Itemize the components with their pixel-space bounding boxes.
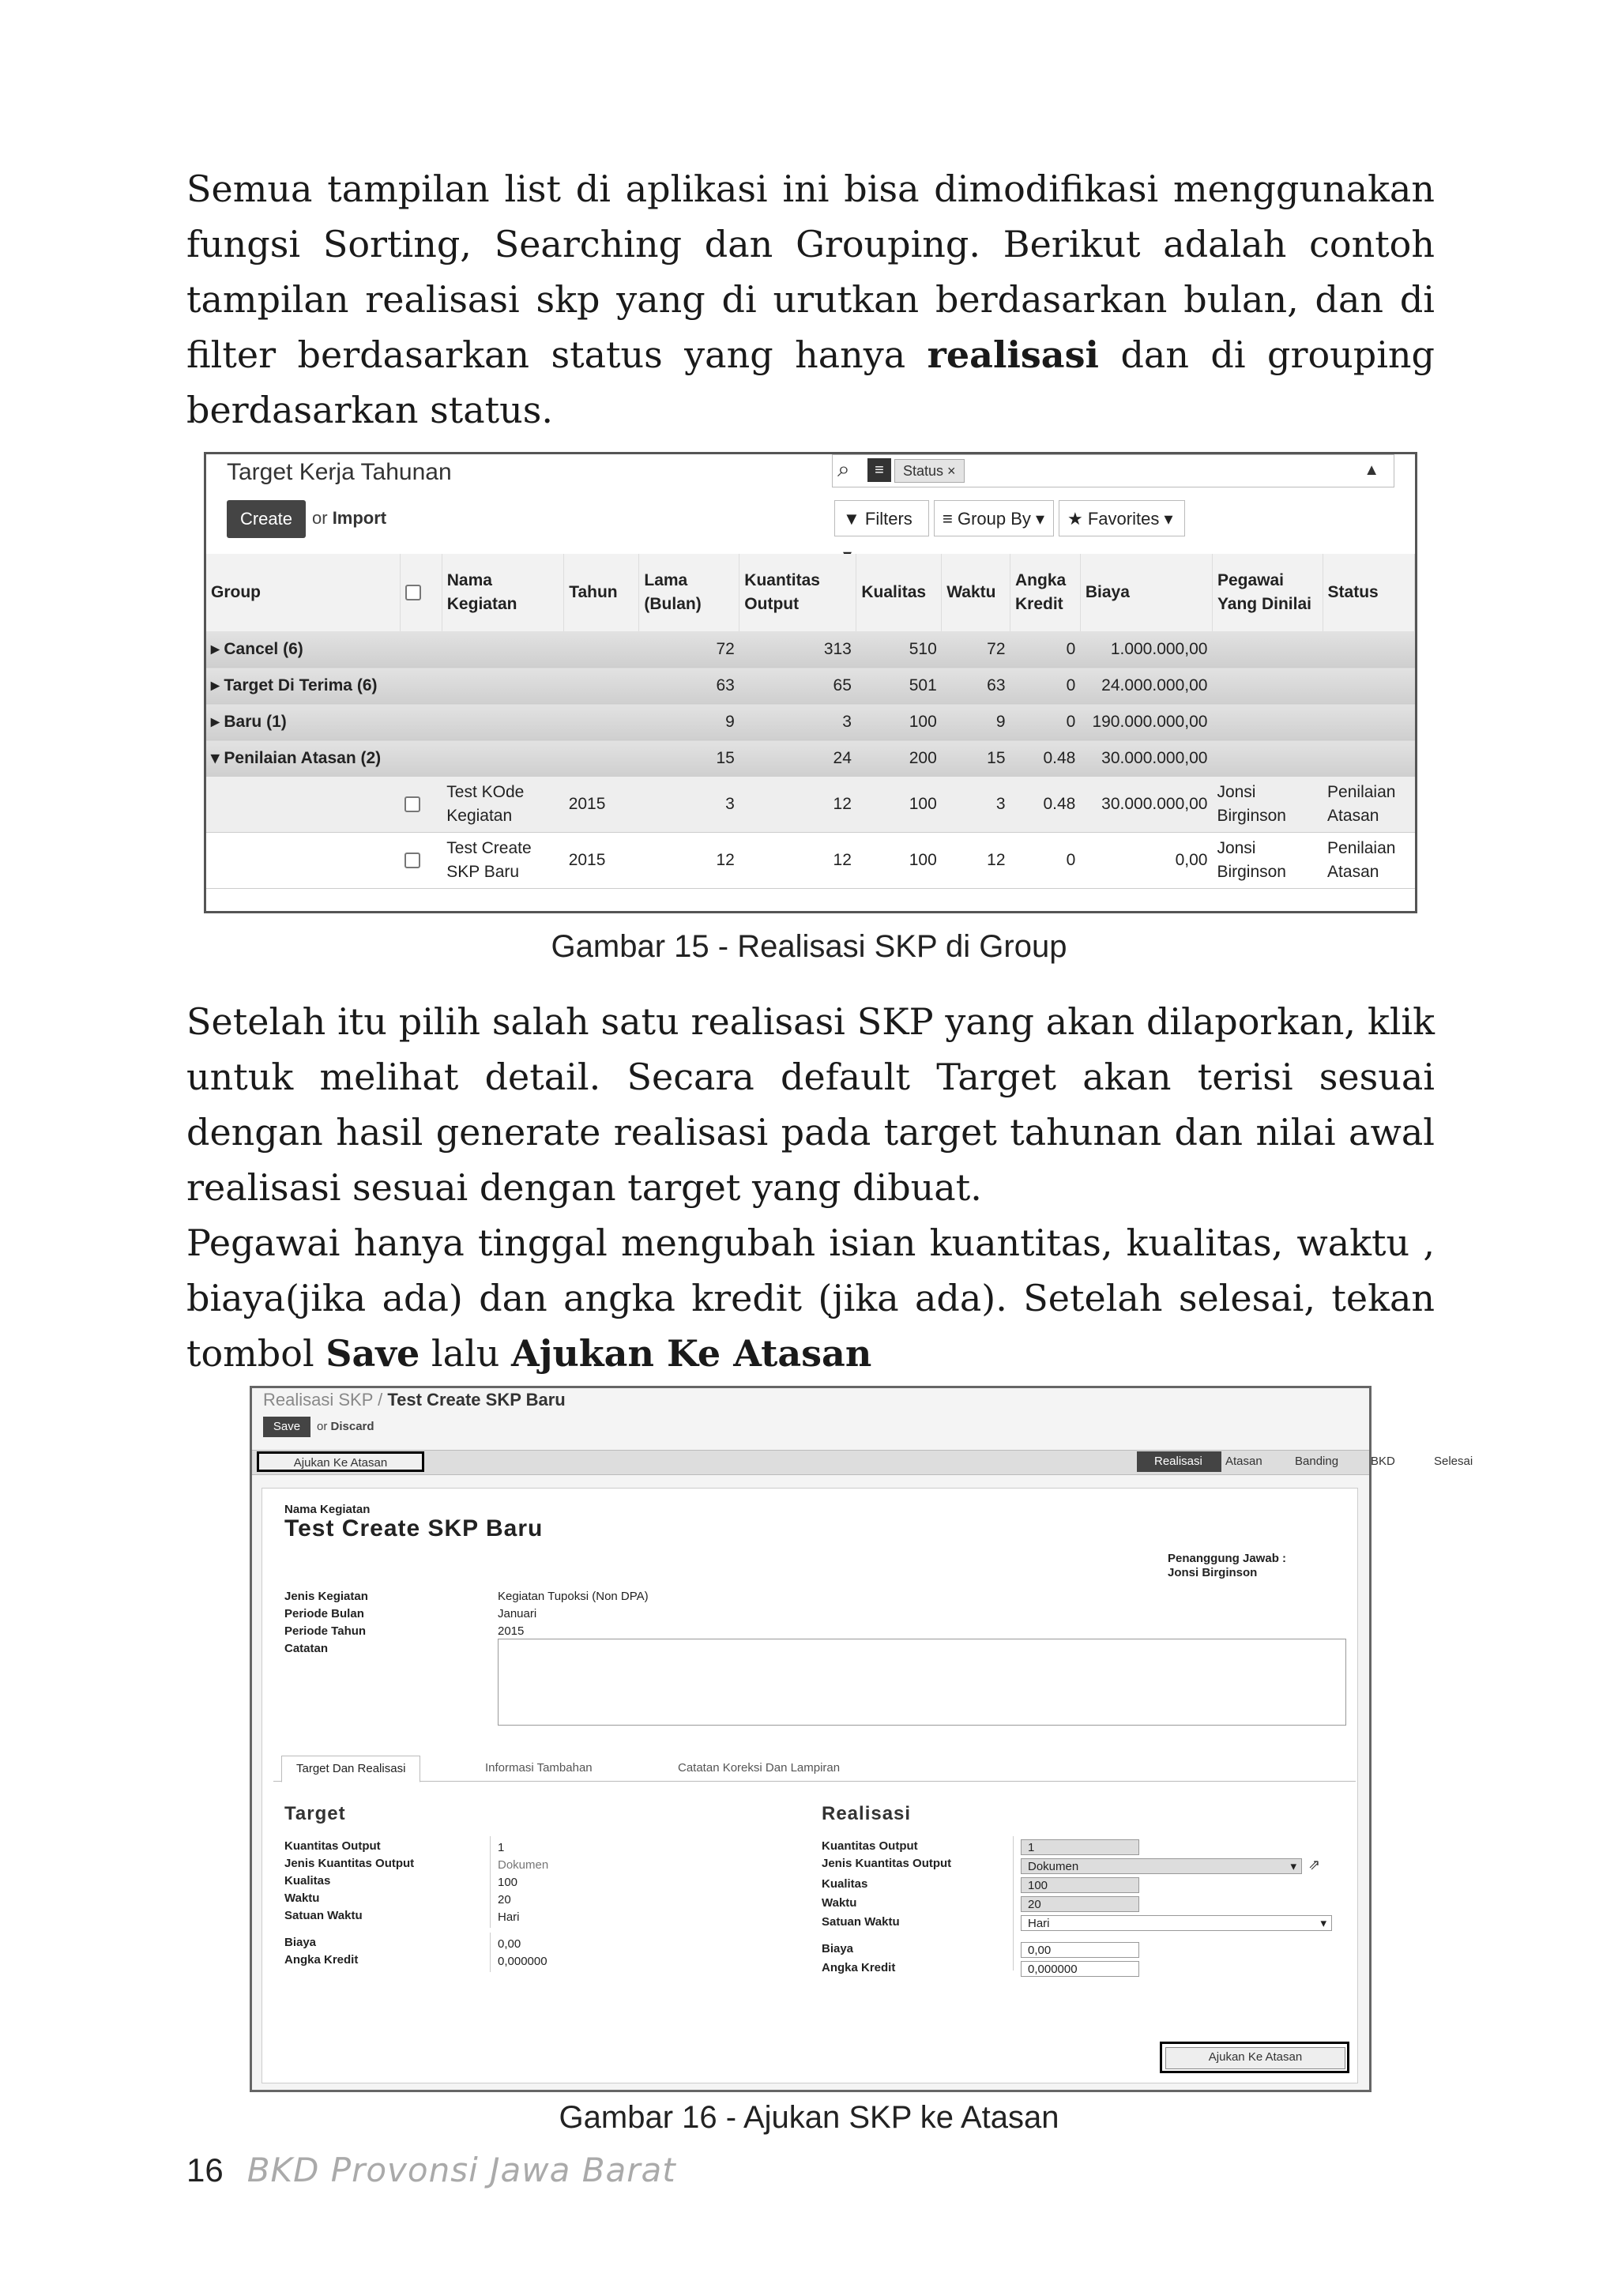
cell-kuantitas: 12 [739,777,856,833]
group-waktu: 63 [942,668,1010,704]
realisasi-waktu-label: Waktu [822,1896,857,1910]
periode-tahun-value: 2015 [498,1624,525,1638]
group-lama: 9 [639,704,739,740]
filters-button[interactable] [834,500,929,536]
instruction-paragraph [186,1215,1435,1381]
ajukan-bottom-label: Ajukan Ke Atasan [1165,2047,1345,2069]
realisasi-kualitas-input[interactable]: 100 [1021,1877,1139,1893]
ajukan-ke-atasan-top-button[interactable]: Ajukan Ke Atasan [257,1451,424,1472]
import-link-wrap [312,508,386,529]
list-title: Target Kerja Tahunan [227,459,452,485]
form-sheet [262,1488,1358,2083]
group-biaya: 190.000.000,00 [1080,704,1212,740]
periode-tahun-label: Periode Tahun [284,1624,367,1638]
realisasi-angka-label: Angka Kredit [822,1961,896,1974]
group-angka: 0 [1010,704,1081,740]
cell-status: Penilaian Atasan [1323,833,1414,889]
intro-text: Semua tampilan list di aplikasi ini bisa dimodifikasi menggunakan fungsi Sorting, Searching dan Grouping. Berikut adalah contoh tampilan realisasi skp yang di urutkan berdasarkan bulan, dan di filter berdasarkan status yang hanya [186,167,1435,376]
group-angka: 0.48 [1010,740,1081,777]
dropdown-arrow-icon: ▾ [1320,1917,1326,1930]
list-icon: ≡ [943,509,953,529]
group-row[interactable] [206,740,1415,777]
group-kuantitas: 65 [739,668,856,704]
penanggung-jawab-value: Jonsi Birginson [1168,1566,1258,1579]
target-satuan-label: Satuan Waktu [284,1909,363,1922]
divider [490,1836,491,1928]
jenis-kegiatan-label: Jenis Kegiatan [284,1590,368,1603]
group-kualitas: 510 [856,631,942,668]
col-status[interactable]: Status [1323,554,1414,631]
favorites-label: Favorites [1087,509,1160,529]
instruction-text-mid: lalu [420,1332,512,1375]
group-kuantitas: 3 [739,704,856,740]
col-kuantitas[interactable]: Kuantitas Output [739,554,856,631]
catatan-textarea[interactable] [498,1639,1346,1726]
import-link[interactable]: Import [332,508,387,528]
group-waktu: 15 [942,740,1010,777]
groupby-label: Group By [957,509,1031,529]
page-number: 16 [186,2151,224,2189]
group-name: Cancel (6) [224,640,303,658]
tab-target-realisasi[interactable]: Target Dan Realisasi [281,1756,420,1782]
caret-right-icon: ▸ [211,640,220,658]
cell-kualitas: 100 [856,833,942,889]
group-kualitas: 200 [856,740,942,777]
col-pegawai[interactable]: Pegawai Yang Dinilai [1212,554,1323,631]
group-biaya: 30.000.000,00 [1080,740,1212,777]
intro-text-end: dan di grouping berdasarkan status. [186,333,1436,431]
table-header-row [206,554,1415,631]
intro-paragraph [186,161,1435,438]
realisasi-kuantitas-label: Kuantitas Output [822,1839,918,1853]
target-kualitas-value: 100 [498,1876,518,1889]
realisasi-biaya-input[interactable]: 0,00 [1021,1942,1139,1958]
target-angka-label: Angka Kredit [284,1953,359,1967]
target-jenis-label: Jenis Kuantitas Output [284,1857,415,1870]
cell-nama: Test KOde Kegiatan [442,777,563,833]
realisasi-jenis-value: Dokumen [1028,1860,1079,1873]
group-waktu: 9 [942,704,1010,740]
divider [1013,1836,1014,1970]
cell-waktu: 12 [942,833,1010,889]
realisasi-waktu-input[interactable]: 20 [1021,1896,1139,1912]
realisasi-satuan-label: Satuan Waktu [822,1915,900,1929]
group-kuantitas: 313 [739,631,856,668]
cell-biaya: 30.000.000,00 [1080,777,1212,833]
realisasi-kualitas-label: Kualitas [822,1877,868,1891]
target-waktu-value: 20 [498,1893,511,1906]
cell-status: Penilaian Atasan [1323,777,1414,833]
group-row[interactable] [206,631,1415,668]
target-kuantitas-label: Kuantitas Output [284,1839,381,1853]
target-waktu-label: Waktu [284,1891,320,1905]
realisasi-jenis-label: Jenis Kuantitas Output [822,1857,952,1870]
col-waktu[interactable]: Waktu [942,554,1010,631]
figure-16-realisasi-form [250,1386,1473,2092]
external-link-icon[interactable]: ⇗ [1308,1857,1321,1873]
select-all-checkbox[interactable] [400,554,442,631]
col-lama[interactable]: Lama (Bulan) [639,554,739,631]
instruction-text: Pegawai hanya tinggal mengubah isian kuantitas, kualitas, waktu , biaya(jika ada) dan angka kredit (jika ada). Setelah selesai, tekan tombol [186,1221,1435,1375]
realisasi-table [206,554,1415,889]
breadcrumb-parent[interactable]: Realisasi SKP / [263,1390,383,1410]
realisasi-angka-input[interactable]: 0,000000 [1021,1961,1139,1977]
target-jenis-value: Dokumen [498,1858,549,1872]
cell-biaya: 0,00 [1080,833,1212,889]
group-lama: 63 [639,668,739,704]
divider [490,1933,491,1972]
col-kualitas[interactable]: Kualitas [856,554,942,631]
nama-kegiatan-value: Test Create SKP Baru [284,1515,544,1541]
star-icon: ★ [1067,509,1083,529]
cell-kualitas: 100 [856,777,942,833]
group-name: Target Di Terima (6) [224,676,378,694]
caret-right-icon: ▸ [211,676,220,694]
status-facet[interactable]: Status × [894,459,965,483]
filters-label: Filters [864,509,912,529]
target-angka-value: 0,000000 [498,1955,547,1968]
figure-15-caption: Gambar 15 - Realisasi SKP di Group [551,929,1067,964]
tab-catatan-koreksi[interactable]: Catatan Koreksi Dan Lampiran [678,1761,841,1775]
save-button[interactable]: Save [263,1417,310,1437]
step-banding[interactable]: Banding [1295,1455,1339,1468]
penanggung-jawab-label: Penanggung Jawab : [1168,1552,1287,1565]
group-row[interactable] [206,704,1415,740]
favorites-button[interactable]: ★ Favorites ▾ [1059,500,1185,536]
target-title: Target [284,1803,346,1824]
detail-paragraph: Setelah itu pilih salah satu realisasi SKP yang akan dilaporkan, klik untuk melihat detail. Secara default Target akan terisi sesuai dengan hasil generate realisasi pada target tahunan dan nilai awal realisasi sesuai dengan target yang dibuat. [186,1000,1435,1209]
search-bar[interactable] [832,454,1394,487]
ajukan-ke-atasan-bottom-button[interactable] [1160,2042,1349,2073]
group-kualitas: 501 [856,668,942,704]
target-kualitas-label: Kualitas [284,1874,331,1888]
cell-pegawai: Jonsi Birginson [1212,777,1323,833]
group-lama: 72 [639,631,739,668]
realisasi-biaya-label: Biaya [822,1942,854,1955]
col-tahun[interactable]: Tahun [564,554,639,631]
realisasi-title: Realisasi [822,1803,912,1824]
breadcrumb-current: Test Create SKP Baru [387,1390,566,1410]
realisasi-kuantitas-input[interactable]: 1 [1021,1839,1139,1855]
periode-bulan-value: Januari [498,1607,537,1620]
target-kuantitas-value: 1 [498,1841,505,1854]
cell-kuantitas: 12 [739,833,856,889]
realisasi-satuan-select[interactable] [1021,1915,1332,1931]
step-atasan[interactable]: Atasan [1225,1455,1262,1468]
cell-nama: Test Create SKP Baru [442,833,563,889]
search-icon[interactable]: ⌕ [837,457,850,481]
figure-15-target-kerja [204,452,1417,913]
col-biaya[interactable]: Biaya [1080,554,1212,631]
group-row[interactable] [206,668,1415,704]
group-waktu: 72 [942,631,1010,668]
create-button[interactable]: Create [227,500,306,538]
table-row[interactable] [206,833,1415,889]
realisasi-jenis-select[interactable] [1021,1858,1302,1874]
periode-bulan-label: Periode Bulan [284,1607,364,1620]
discard-wrap [317,1420,374,1433]
group-name: Baru (1) [224,713,287,731]
instruction-save: Save [325,1332,420,1375]
caret-right-icon: ▸ [211,713,220,731]
col-angka[interactable]: Angka Kredit [1010,554,1081,631]
step-selesai[interactable]: Selesai [1434,1455,1473,1468]
col-nama[interactable]: Nama Kegiatan [442,554,563,631]
tab-informasi-tambahan[interactable]: Informasi Tambahan [485,1761,593,1775]
caret-down-icon: ▾ [211,749,220,767]
cell-lama: 3 [639,777,739,833]
figure-16-caption: Gambar 16 - Ajukan SKP ke Atasan [559,2100,1059,2135]
tab-bar [273,1756,1356,1782]
group-biaya: 1.000.000,00 [1080,631,1212,668]
cell-angka: 0 [1010,833,1081,889]
groupby-button[interactable]: ≡ Group By ▾ [934,500,1054,536]
publisher-name: BKD Provonsi Jawa Barat [246,2151,676,2189]
group-angka: 0 [1010,668,1081,704]
cell-waktu: 3 [942,777,1010,833]
target-biaya-value: 0,00 [498,1937,521,1951]
cell-pegawai: Jonsi Birginson [1212,833,1323,889]
group-name: Penilaian Atasan (2) [224,749,382,767]
table-row[interactable] [206,777,1415,833]
breadcrumb [263,1390,566,1410]
row-checkbox[interactable] [400,777,442,833]
step-realisasi[interactable]: Realisasi [1137,1451,1221,1472]
intro-bold: realisasi [927,333,1099,376]
cell-lama: 12 [639,833,739,889]
or-text: or [312,508,328,528]
group-biaya: 24.000.000,00 [1080,668,1212,704]
filter-icon: ▼ [843,509,860,529]
dropdown-arrow-icon: ▾ [1290,1860,1296,1873]
row-checkbox[interactable] [400,833,442,889]
col-group[interactable]: Group [206,554,400,631]
target-satuan-value: Hari [498,1910,520,1924]
step-bkd[interactable]: BKD [1371,1455,1395,1468]
group-angka: 0 [1010,631,1081,668]
cell-angka: 0.48 [1010,777,1081,833]
cell-tahun: 2015 [564,833,639,889]
nama-kegiatan-label: Nama Kegiatan [284,1503,371,1516]
caret-up-icon[interactable]: ▲ [1364,461,1379,479]
page-footer [186,2151,676,2189]
catatan-label: Catatan [284,1642,329,1655]
group-kualitas: 100 [856,704,942,740]
instruction-ajukan: Ajukan Ke Atasan [511,1332,872,1375]
target-biaya-label: Biaya [284,1936,317,1949]
jenis-kegiatan-value: Kegiatan Tupoksi (Non DPA) [498,1590,649,1603]
cell-tahun: 2015 [564,777,639,833]
group-kuantitas: 24 [739,740,856,777]
discard-link[interactable]: Discard [330,1420,374,1433]
menu-icon: ≡ [867,458,891,482]
realisasi-satuan-value: Hari [1028,1917,1050,1930]
or-text: or [317,1420,328,1433]
group-lama: 15 [639,740,739,777]
